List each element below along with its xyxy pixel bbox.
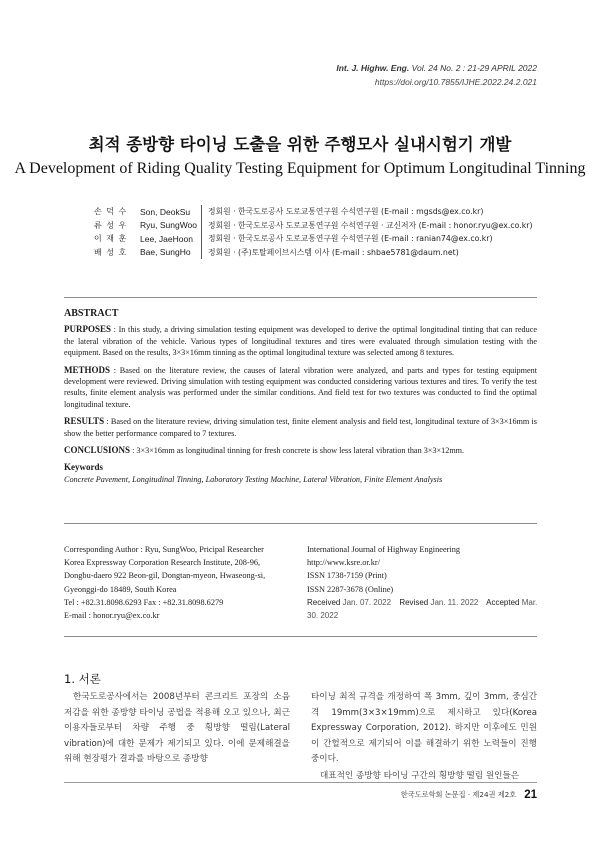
revised-date: Jan. 11. 2022	[430, 597, 479, 607]
correspondence-line: Tel : +82.31.8098.6293 Fax : +82.31.8098.6279	[64, 597, 224, 607]
abstract-heading: ABSTRACT	[64, 308, 119, 319]
body-column-right	[311, 690, 537, 785]
doi-link[interactable]: https://doi.org/10.7855/IJHE.2022.24.2.021	[374, 77, 537, 87]
author-affiliation: 정회원 · 한국도로공사 도로교통연구원 수석연구원 (E-mail : ranian74@ex.co.kr)	[208, 234, 493, 244]
journal-info-block	[307, 543, 542, 622]
author-row	[94, 232, 533, 246]
abstract-bottom-rule	[64, 523, 537, 524]
correspondence-line: Dongbu-daero 922 Beon-gil, Dongtan-myeon, Hwaseong-si,	[64, 571, 266, 581]
purposes-text: : In this study, a driving simulation testing equipment was developed to derive the optimal longitudinal tinting that can reduce the lateral vibration of the vehicle. Various types of longitudinal textures and tires were evaluated through simulation testing with the equipment. Based on the results, 3×3×16mm tinning as the optimal longitudinal texture was selected among 8 textures.	[64, 325, 537, 358]
section-heading-introduction: 1. 서론	[64, 672, 101, 686]
correspondence-line: Korea Expressway Corporation Research Institute, 208-96,	[64, 558, 261, 568]
received-date: Jan. 07. 2022	[342, 597, 392, 607]
revised-label: Revised	[399, 597, 429, 607]
page-number: 21	[524, 789, 537, 801]
abstract-top-rule	[64, 297, 537, 298]
author-name-ko: 류 성 우	[94, 220, 128, 230]
journal-volume: Vol. 24 No. 2 : 21-29 APRIL 2022	[411, 63, 537, 73]
author-affiliation: 정회원 · 한국도로공사 도로교통연구원 수석연구원 (E-mail : mgsds@ex.co.kr)	[208, 207, 484, 217]
keywords-heading: Keywords	[64, 462, 103, 473]
methods-text: : Based on the literature review, the causes of lateral vibration were analyzed, and parts and types for testing equipment development were reviewed. Driving simulation with testing equipment was conducted considering various textures and tires. To verify the test results, finite element analysis was performed under the similar conditions. And field test for two textures was conducted to find the optimal longitudinal texture.	[64, 365, 537, 409]
abstract-conclusions	[64, 445, 537, 456]
correspondence-block	[64, 543, 299, 622]
purposes-label: PURPOSES	[64, 324, 112, 335]
author-name-ko: 손 덕 수	[94, 207, 128, 217]
author-list	[94, 205, 533, 259]
info-bottom-rule	[64, 636, 537, 637]
author-name-ko: 이 재 훈	[94, 234, 128, 244]
results-text: : Based on the literature review, driving simulation test, finite element analysis and field test, longitudinal texture of 3×3×16mm is show the better performance compared to 7 textures.	[64, 417, 537, 438]
correspondence-email[interactable]: E-mail : honor.ryu@ex.co.kr	[64, 611, 160, 621]
abstract-results	[64, 416, 537, 439]
author-divider	[201, 246, 202, 260]
author-affiliation: 정회원 · (주)토탈페이브시스템 이사 (E-mail : shbae5781@daum.net)	[208, 247, 459, 257]
accepted-date: Mar. 30. 2022	[307, 597, 538, 621]
abstract-purposes	[64, 324, 537, 358]
journal-abbr: Int. J. Highw. Eng.	[336, 63, 410, 73]
correspondence-line: Corresponding Author : Ryu, SungWoo, Pricipal Researcher	[64, 545, 264, 554]
author-divider	[201, 205, 202, 219]
issn-online: ISSN 2287-3678 (Online)	[307, 584, 394, 594]
author-row	[94, 219, 533, 233]
journal-url[interactable]: http://www.ksre.or.kr/	[307, 558, 380, 568]
author-row	[94, 205, 533, 219]
body-paragraph: 대표적인 종방향 타이닝 구간의 횡방향 떨림 원인들은	[320, 770, 520, 781]
author-name-en: Lee, JaeHoon	[140, 233, 193, 244]
author-name-en: Bae, SungHo	[140, 247, 191, 258]
title-korean: 최적 종방향 타이닝 도출을 위한 주행모사 실내시험기 개발	[88, 135, 512, 154]
author-row	[94, 246, 533, 260]
methods-label: METHODS	[64, 364, 111, 375]
page-footer	[401, 789, 537, 801]
footer-journal: 한국도로학회 논문집 · 제24권 제2호	[400, 790, 517, 799]
body-column-left: 한국도로공사에서는 2008년부터 콘크리트 포장의 소음 저감을 위한 종방향 타이닝 공법을 적용해 오고 있으나, 최근 이용자들로부터 차량 주행 중 횡방향 떨림(Lateral vibration)에 대한 문제가 제기되고 있다. 이에 문제해결을 위해 현장평가 결과를 바탕으로 종방향	[64, 692, 290, 765]
journal-citation	[336, 61, 537, 75]
author-name-ko: 배 성 호	[94, 247, 128, 257]
correspondence-line: Gyeonggi-do 18489, South Korea	[64, 584, 177, 594]
submission-dates	[307, 596, 542, 622]
abstract-methods	[64, 365, 537, 411]
body-paragraph: 타이닝 최적 규격을 개정하여 폭 3mm, 깊이 3mm, 중심간격 19mm(3×3×19mm)으로 제시하고 있다(Korea Expressway Corporation, 2012). 하지만 이후에도 민원이 간헐적으로 제기되어 이를 해결하기 위한 노력들이 진행중이다.	[311, 692, 537, 765]
conclusions-text: : 3×3×16mm as longitudinal tinning for fresh concrete is show less lateral vibration than 3×3×12mm.	[130, 446, 465, 456]
journal-reference	[336, 61, 537, 89]
issn-print: ISSN 1738-7159 (Print)	[307, 571, 387, 581]
author-name-en: Ryu, SungWoo	[140, 220, 198, 231]
author-divider	[201, 232, 202, 246]
author-name-en: Son, DeokSu	[140, 206, 191, 217]
footer-rule	[64, 782, 537, 783]
results-label: RESULTS	[64, 416, 105, 427]
author-divider	[201, 219, 202, 233]
author-affiliation: 정회원 · 한국도로공사 도로교통연구원 수석연구원 · 교신저자 (E-mail : honor.ryu@ex.co.kr)	[208, 220, 533, 230]
title-english: A Development of Riding Quality Testing Equipment for Optimum Longitudinal Tinning	[14, 160, 586, 177]
abstract-block	[64, 308, 537, 485]
conclusions-label: CONCLUSIONS	[64, 445, 131, 456]
journal-name: International Journal of Highway Engineering	[307, 545, 460, 554]
received-label: Received	[307, 597, 341, 607]
accepted-label: Accepted	[486, 597, 520, 607]
keywords-text: Concrete Pavement, Longitudinal Tinning, Laboratory Testing Machine, Lateral Vibration, Finite Element Analysis	[64, 474, 443, 484]
